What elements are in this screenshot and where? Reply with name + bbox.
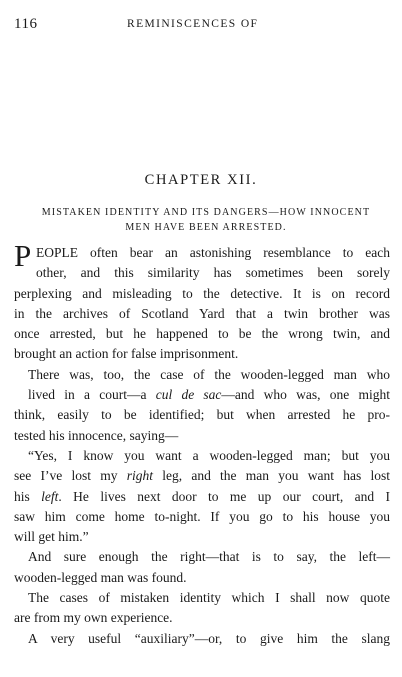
- text-line: And sure enough the right—that is to say, the left—: [28, 549, 390, 565]
- text-line: will get him.”: [14, 529, 89, 545]
- italic-run: right: [126, 468, 153, 484]
- text-line: [14, 385, 390, 405]
- text-line: brought an action for false imprisonment.: [14, 346, 239, 362]
- text-line: think, easily to be identified; but when arrested he pro-: [14, 407, 390, 423]
- text-line: [14, 466, 390, 486]
- text-line: wooden-legged man was found.: [14, 569, 187, 585]
- paragraph: [14, 238, 390, 365]
- text-line: There was, too, the case of the wooden-legged man who: [28, 366, 390, 382]
- paragraph: [14, 547, 390, 588]
- paragraph: [14, 446, 390, 547]
- text-run: his: [14, 488, 42, 504]
- text-line: other, and this similarity has sometimes been sorely: [36, 265, 390, 281]
- text-run: leg, and the man you want has lost: [152, 468, 390, 484]
- text-line: tested his innocence, saying—: [14, 427, 179, 443]
- text-run: see I’ve lost my: [14, 468, 127, 484]
- chapter-heading: CHAPTER XII.: [144, 172, 258, 188]
- text-line: perplexing and misleading to the detective. It is on record: [14, 285, 390, 301]
- running-title: REMINISCENCES OF: [127, 18, 259, 30]
- chapter-subtitle: [20, 205, 392, 235]
- subtitle-line: MISTAKEN IDENTITY AND ITS DANGERS—HOW INNOCENT: [41, 207, 371, 218]
- text-run: lived in a court—a: [28, 387, 156, 403]
- text-line: A very useful “auxiliary”—or, to give him the slang: [28, 630, 390, 646]
- body-text: [14, 238, 391, 649]
- drop-cap: P: [14, 238, 32, 273]
- text-line: [14, 487, 390, 507]
- running-head: [14, 16, 384, 32]
- text-line: EOPLE often bear an astonishing resemblance to each: [36, 245, 390, 260]
- paragraph: [14, 365, 390, 446]
- paragraph: [14, 588, 390, 629]
- text-line: The cases of mistaken identity which I shall now quote: [28, 590, 390, 606]
- page-number: 116: [14, 16, 38, 32]
- subtitle-line: MEN HAVE BEEN ARRESTED.: [125, 222, 287, 233]
- italic-run: cul de sac: [155, 387, 222, 403]
- text-run: —and who was, one might: [221, 387, 391, 403]
- text-line: “Yes, I know you want a wooden-legged man; but you: [28, 447, 390, 463]
- text-line: are from my own experience.: [14, 610, 173, 626]
- paragraph: [14, 629, 390, 649]
- text-line: once arrested, but he happened to be the wrong twin, and: [14, 326, 390, 342]
- text-line: in the archives of Scotland Yard that a twin brother was: [14, 305, 390, 321]
- italic-run: left: [41, 488, 59, 504]
- text-run: . He lives next door to me up our court, and I: [58, 488, 390, 504]
- text-line: saw him come home to-night. If you go to his house you: [14, 508, 390, 524]
